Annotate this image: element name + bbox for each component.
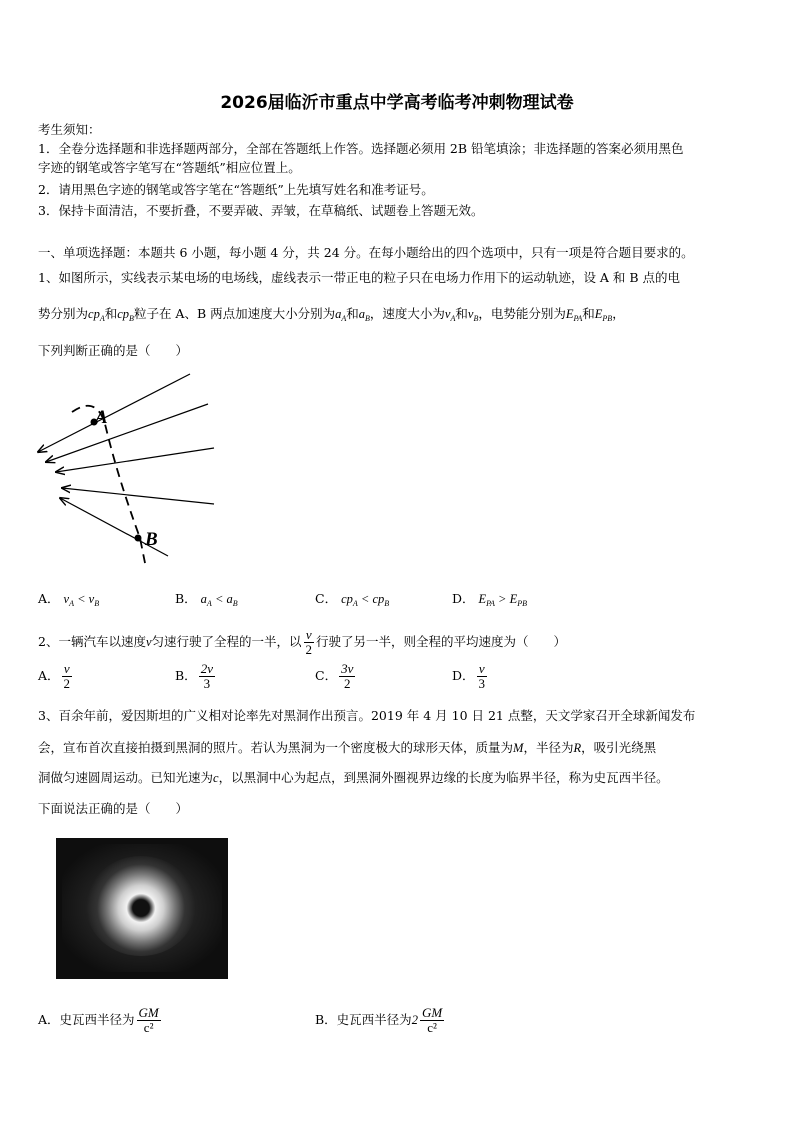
frac-den: 3	[478, 676, 486, 691]
q3-line3: 洞做匀速圆周运动。已知光速为c，以黑洞中心为起点，到黑洞外圈视界边缘的长度为临界半径，称为史瓦西半径。	[38, 770, 669, 785]
q3-text: ，吸引光绕黑	[581, 740, 657, 755]
q1-text: ，电势能分别为	[478, 306, 566, 321]
q3-line1: 3、百余年前，爱因斯坦的广义相对论率先对黑洞作出预言。2019 年 4 月 10 日 21 点整，天文学家召开全球新闻发布	[38, 708, 696, 723]
frac-num: GM	[421, 1005, 443, 1020]
option-key: C．	[315, 591, 338, 606]
frac-den: 2	[343, 676, 351, 691]
option-key: C．	[315, 668, 338, 683]
page-title: 2026届临沂市重点中学高考临考冲刺物理试卷	[220, 93, 574, 113]
notice-item-1-cont: 字迹的钢笔或答字笔写在“答题纸”相应位置上。	[38, 160, 301, 175]
frac-num: 3v	[341, 661, 354, 676]
q1-option-a[interactable]: A． $v_A < v_B$	[38, 591, 100, 608]
q1-text: 和	[104, 306, 118, 321]
field-line	[38, 374, 190, 452]
q1-line3: 下列判断正确的是（ ）	[38, 343, 189, 358]
q1-line1: 1、如图所示，实线表示某电场的电场线，虚线表示一带正电的粒子只在电场力作用下的运动轨迹，设 A 和 B 点的电	[38, 270, 681, 285]
frac-num: 2v	[200, 661, 213, 676]
q3-text: ，以黑洞中心为起点，到黑洞外圈视界边缘的长度为临界半径，称为史瓦西半径。	[218, 770, 669, 785]
field-line	[62, 488, 214, 504]
q1-text: ，速度大小为	[369, 306, 445, 321]
q3-option-a[interactable]	[38, 1006, 163, 1035]
option-key: D．	[452, 591, 475, 606]
q2-text: 行驶了另一半，则全程的平均速度为（ ）	[316, 634, 567, 649]
notice-item-2: 2．请用黑色字迹的钢笔或答字笔在“答题纸”上先填写姓名和准考证号。	[38, 182, 434, 197]
frac-den: 2	[63, 676, 71, 691]
q2-text: 匀速行驶了全程的一半，以	[151, 634, 302, 649]
q1-text: 和	[455, 306, 468, 321]
q2-text: 2、一辆汽车以速度	[38, 634, 146, 649]
option-key: A．	[38, 591, 60, 606]
q3-option-b[interactable]	[315, 1006, 446, 1035]
q1-text: 和	[582, 306, 595, 321]
frac-den: c²	[143, 1020, 154, 1035]
q2-option-d[interactable]	[452, 662, 489, 691]
q1-text: 势分别为	[38, 306, 89, 321]
q1-option-b[interactable]: B． $a_A < a_B$	[175, 591, 238, 608]
section-heading: 一、单项选择题：本题共 6 小题，每小题 4 分，共 24 分。在每小题给出的四个选项中，只有一项是符合题目要求的。	[38, 245, 694, 260]
q1-text: 和	[346, 306, 359, 321]
electric-field-figure	[32, 368, 222, 573]
option-key: B．	[175, 668, 197, 683]
q1-text: ，	[612, 306, 625, 321]
option-text: B．史瓦西半径为	[315, 1012, 412, 1027]
q1-text: 粒子在 A、B 两点加速度大小分别为	[133, 306, 336, 321]
q3-text: 洞做匀速圆周运动。已知光速为	[38, 770, 214, 785]
option-text: A．史瓦西半径为	[38, 1012, 135, 1027]
q2-option-c[interactable]	[315, 662, 357, 691]
option-key: A．	[38, 668, 60, 683]
option-key: B．	[175, 591, 197, 606]
q1-line2: 势分别为$cp_A$和$cp_B$粒子在 A、B 两点加速度大小分别为$a_A$和$a_B$，速度大小为$v_A$和$v_B$，电势能分别为$E_{PA}$和$E_{PB}$，	[38, 306, 625, 323]
q1-option-c[interactable]: C． $cp_A < cp_B$	[315, 591, 390, 608]
q2-option-b[interactable]	[175, 662, 217, 691]
notice-item-1: 1．全卷分选择题和非选择题两部分，全部在答题纸上作答。选择题必须用 2B 铅笔填涂；非选择题的答案必须用黑色	[38, 141, 684, 156]
notice-heading: 考生须知：	[38, 122, 101, 137]
field-line	[56, 448, 214, 472]
frac-den: c²	[427, 1020, 437, 1035]
notice-item-3: 3．保持卡面清洁，不要折叠，不要弄破、弄皱，在草稿纸、试题卷上答题无效。	[38, 203, 484, 218]
option-key: D．	[452, 668, 475, 683]
frac-num: v	[63, 661, 70, 676]
q1-option-d[interactable]: D． $E_{PA} > E_{PB}$	[452, 591, 528, 608]
coefficient: 2	[411, 1013, 418, 1027]
frac-num: GM	[138, 1005, 159, 1020]
q2-option-a[interactable]	[38, 662, 74, 691]
frac-den: 3	[203, 676, 211, 691]
point-b-label: B	[145, 529, 158, 550]
field-line	[46, 404, 208, 462]
q3-line2: 会，宣布首次直接拍摄到黑洞的照片。若认为黑洞为一个密度极大的球形天体，质量为M，半径为R，吸引光绕黑	[38, 740, 657, 755]
q3-text: 会，宣布首次直接拍摄到黑洞的照片。若认为黑洞为一个密度极大的球形天体，质量为	[38, 740, 514, 755]
point-a-label: A	[95, 407, 108, 428]
point-b-dot	[135, 535, 142, 542]
q2-stem: 2、一辆汽车以速度v匀速行驶了全程的一半，以 $\frac{v}{2}$ 行驶了另一半，则全程的平均速度为（ ）	[38, 627, 567, 657]
frac-num: v	[478, 661, 485, 676]
black-hole-ring	[86, 856, 196, 956]
black-hole-image	[56, 838, 228, 979]
q3-text: ，半径为	[523, 740, 574, 755]
q3-line4: 下面说法正确的是（ ）	[38, 801, 189, 816]
